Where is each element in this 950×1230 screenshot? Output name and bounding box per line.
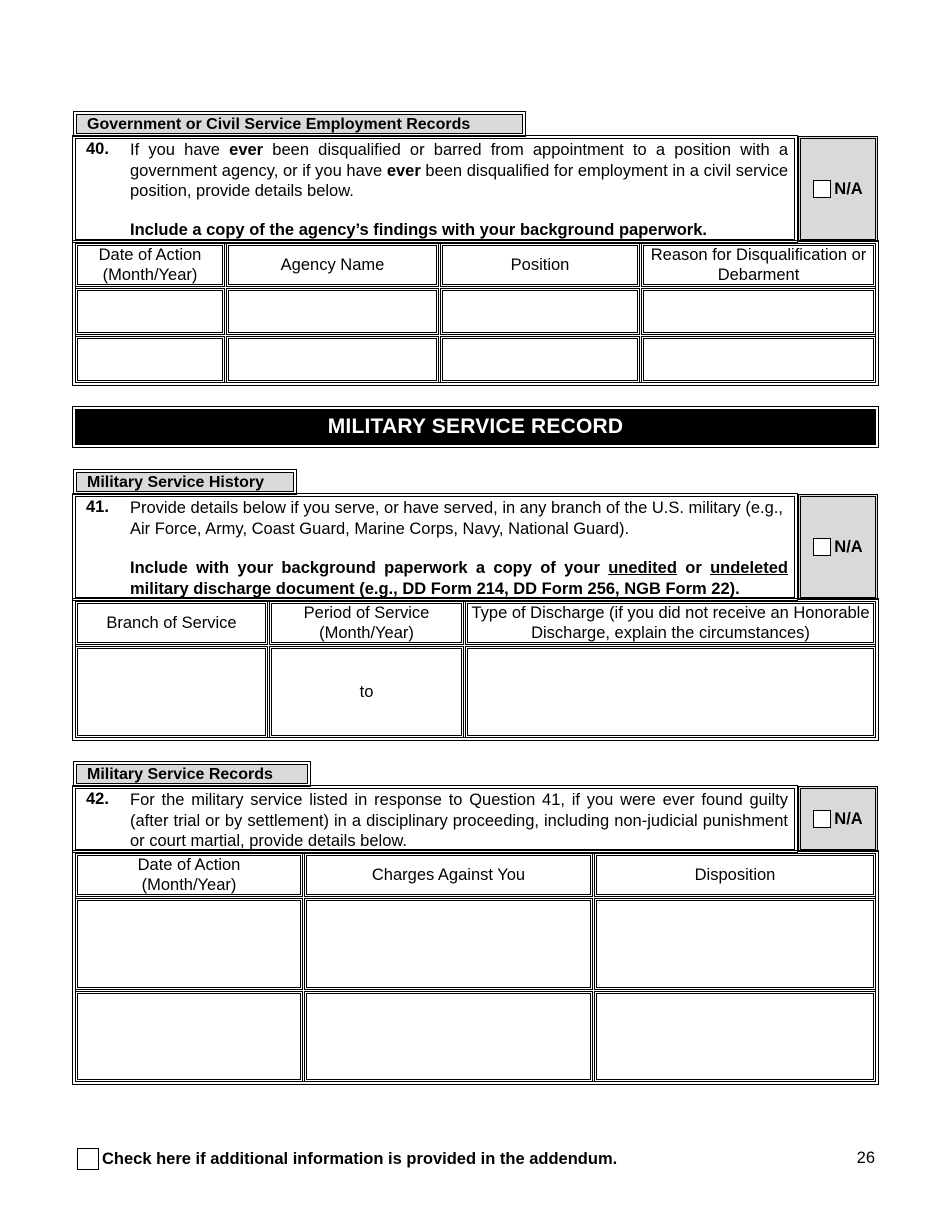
checkbox-icon[interactable] xyxy=(813,538,831,556)
section-banner: MILITARY SERVICE RECORD xyxy=(75,409,876,445)
question-41-box xyxy=(75,496,795,598)
page-number: 26 xyxy=(856,1149,875,1167)
table-cell-input[interactable] xyxy=(641,288,876,335)
col-header-position: Position xyxy=(440,243,640,287)
section-42-tab: Military Service Records xyxy=(76,764,308,784)
question-41-instruction: Include with your background paperwork a copy of your unedited or undeleted military discharge document (e.g., DD Form 214, DD Form 256, NGB Form 22). xyxy=(130,559,788,598)
col-header-agency: Agency Name xyxy=(226,243,439,287)
col-header-reason: Reason for Disqualification or Debarment xyxy=(641,243,876,287)
question-40-text: If you have ever been disqualified or barred from appointment to a position with a government agency, or if you have ever been disqualified for employment in a civil service position, provide details below. xyxy=(130,141,789,200)
addendum-label: Check here if additional information is provided in the addendum. xyxy=(102,1149,618,1168)
table-cell-input[interactable] xyxy=(226,288,439,335)
question-42-text: For the military service listed in response to Question 41, if you were ever found guilty (after trial or by settlement) in a disciplinary proceeding, including non-judicial punishment or court martial, provide details below. xyxy=(130,791,788,850)
checkbox-icon[interactable] xyxy=(813,810,831,828)
col-header-charges: Charges Against You xyxy=(304,853,593,897)
col-header-date: Date of Action (Month/Year) xyxy=(75,853,303,897)
table-cell-input[interactable] xyxy=(226,336,439,383)
table-cell-input[interactable] xyxy=(641,336,876,383)
col-header-branch: Branch of Service xyxy=(75,601,268,645)
col-header-period: Period of Service (Month/Year) xyxy=(269,601,464,645)
table-cell-input[interactable] xyxy=(304,898,593,990)
section-41-tab: Military Service History xyxy=(76,472,294,492)
checkbox-icon[interactable] xyxy=(813,180,831,198)
question-40-number: 40. xyxy=(86,140,109,158)
period-input[interactable] xyxy=(269,646,464,738)
question-40-box xyxy=(75,138,795,240)
na-checkbox-40[interactable]: N/A xyxy=(798,136,878,242)
table-cell-input[interactable] xyxy=(304,991,593,1082)
question-42-box xyxy=(75,788,795,850)
table-cell-input[interactable] xyxy=(594,898,876,990)
table-cell-input[interactable] xyxy=(594,991,876,1082)
col-header-discharge: Type of Discharge (if you did not receive an Honorable Discharge, explain the circumstances) xyxy=(465,601,876,645)
table-cell-input[interactable] xyxy=(75,991,303,1082)
na-checkbox-41[interactable]: N/A xyxy=(798,494,878,600)
table-cell-input[interactable] xyxy=(75,288,225,335)
question-42-number: 42. xyxy=(86,790,109,808)
question-41-text: Provide details below if you serve, or have served, in any branch of the U.S. military (e.g., Air Force, Army, Coast Guard, Marine Corps, Navy, National Guard). xyxy=(130,499,783,538)
table-cell-input[interactable] xyxy=(75,898,303,990)
na-checkbox-42[interactable]: N/A xyxy=(798,786,878,852)
col-header-disposition: Disposition xyxy=(594,853,876,897)
discharge-input[interactable] xyxy=(465,646,876,738)
table-cell-input[interactable] xyxy=(440,336,640,383)
period-separator: to xyxy=(359,683,374,701)
table-cell-input[interactable] xyxy=(440,288,640,335)
table-cell-input[interactable] xyxy=(75,336,225,383)
checkbox-icon[interactable] xyxy=(77,1148,99,1170)
addendum-checkbox-row[interactable] xyxy=(77,1148,617,1170)
col-header-date: Date of Action (Month/Year) xyxy=(75,243,225,287)
question-41-number: 41. xyxy=(86,498,109,516)
section-40-tab: Government or Civil Service Employment Records xyxy=(76,114,523,134)
branch-input[interactable] xyxy=(75,646,268,738)
question-40-instruction: Include a copy of the agency’s findings with your background paperwork. xyxy=(130,221,707,239)
